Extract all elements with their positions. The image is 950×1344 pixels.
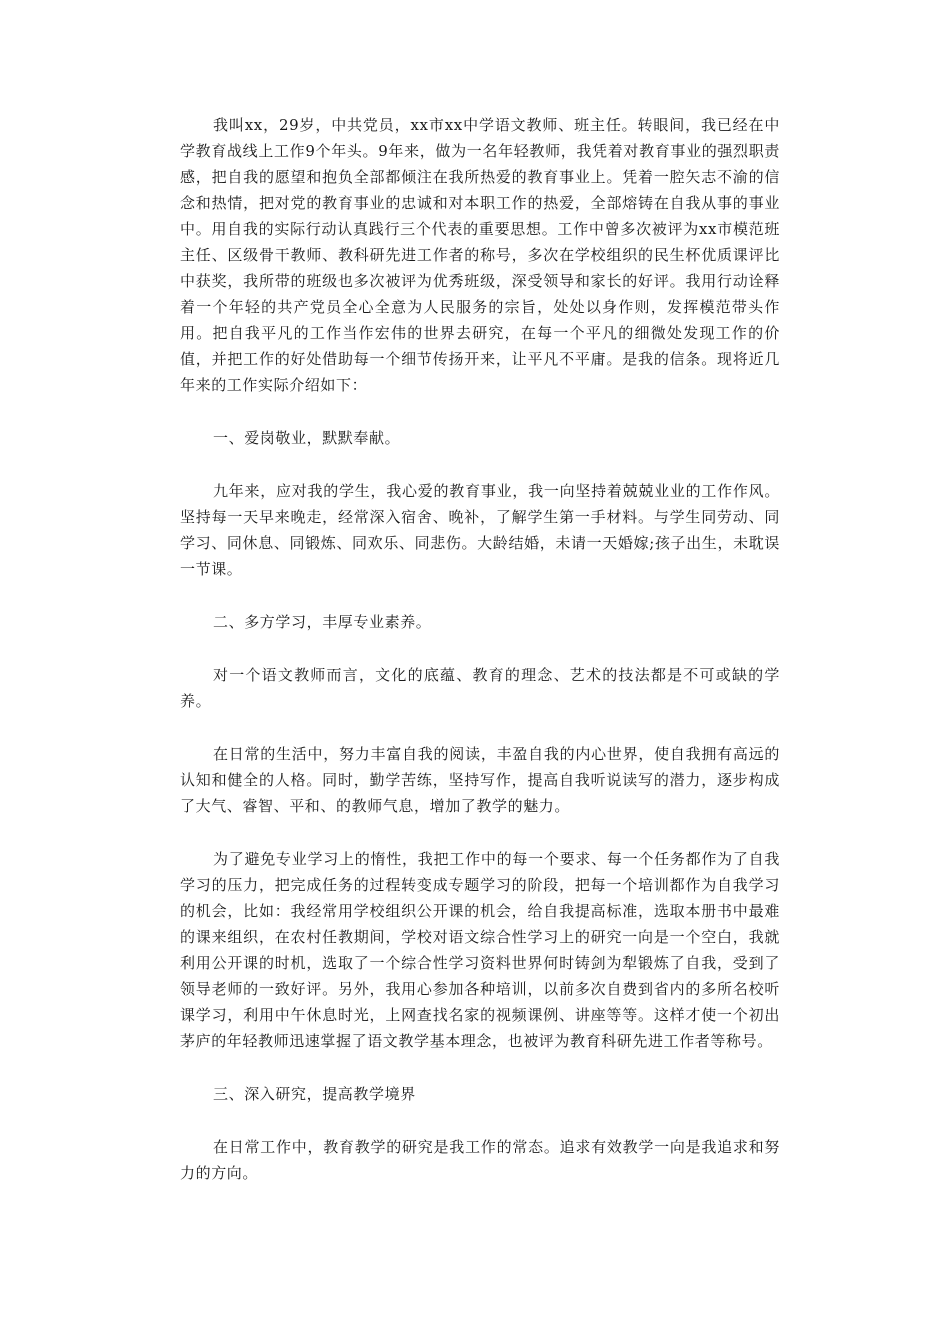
- section-2-paragraph-1: 对一个语文教师而言，文化的底蕴、教育的理念、艺术的技法都是不可或缺的学养。: [180, 666, 780, 710]
- section-1-paragraph: 九年来，应对我的学生，我心爱的教育事业，我一向坚持着兢兢业业的工作作风。坚持每一天早来晚走，经常深入宿舍、晚补，了解学生第一手材料。与学生同劳动、同学习、同休息、同锻炼、同欢乐、同悲伤。大龄结婚，未请一天婚嫁;孩子出生，未耽误一节课。: [180, 482, 780, 578]
- section-heading-3: 三、深入研究，提高教学境界: [213, 1085, 416, 1103]
- section-2-paragraph-3: 为了避免专业学习上的惰性，我把工作中的每一个要求、每一个任务都作为了自我学习的压力，把完成任务的过程转变成专题学习的阶段，把每一个培训都作为自我学习的机会，比如：我经常用学校组织公开课的机会，给自我提高标准，选取本册书中最难的课来组织，在农村任教期间，学校对语文综合性学习上的研究一向是一个空白，我就利用公开课的时机，选取了一个综合性学习资料世界何时铸剑为犁锻炼了自我，受到了领导老师的一致好评。另外，我用心参加各种培训，以前多次自费到省内的多所名校听课学习，利用中午休息时光，上网查找名家的视频课例、讲座等等。这样才使一个初出茅庐的年轻教师迅速掌握了语文教学基本理念，也被评为教育科研先进工作者等称号。: [180, 850, 780, 1050]
- section-2-paragraph-2: 在日常的生活中，努力丰富自我的阅读，丰盈自我的内心世界，使自我拥有高远的认知和健全的人格。同时，勤学苦练，坚持写作，提高自我听说读写的潜力，逐步构成了大气、睿智、平和、的教师气息，增加了教学的魅力。: [180, 745, 780, 815]
- section-3-paragraph-1: 在日常工作中，教育教学的研究是我工作的常态。追求有效教学一向是我追求和努力的方向。: [180, 1138, 780, 1182]
- intro-paragraph: 我叫xx，29岁，中共党员，xx市xx中学语文教师、班主任。转眼间，我已经在中学教育战线上工作9个年头。9年来，做为一名年轻教师，我凭着对教育事业的强烈职责感，把自我的愿望和抱负全部都倾注在我所热爱的教育事业上。凭着一腔矢志不渝的信念和热情，把对党的教育事业的忠诚和对本职工作的热爱，全部熔铸在自我从事的事业中。用自我的实际行动认真践行三个代表的重要思想。工作中曾多次被评为xx市模范班主任、区级骨干教师、教科研先进工作者的称号，多次在学校组织的民生杯优质课评比中获奖，我所带的班级也多次被评为优秀班级，深受领导和家长的好评。我用行动诠释着一个年轻的共产党员全心全意为人民服务的宗旨，处处以身作则，发挥模范带头作用。把自我平凡的工作当作宏伟的世界去研究，在每一个平凡的细微处发现工作的价值，并把工作的好处借助每一个细节传扬开来，让平凡不平庸。是我的信条。现将近几年来的工作实际介绍如下：: [180, 116, 780, 394]
- document-body: [180, 112, 780, 1213]
- section-heading-1: 一、爱岗敬业，默默奉献。: [213, 429, 401, 447]
- section-heading-2: 二、多方学习，丰厚专业素养。: [213, 613, 432, 631]
